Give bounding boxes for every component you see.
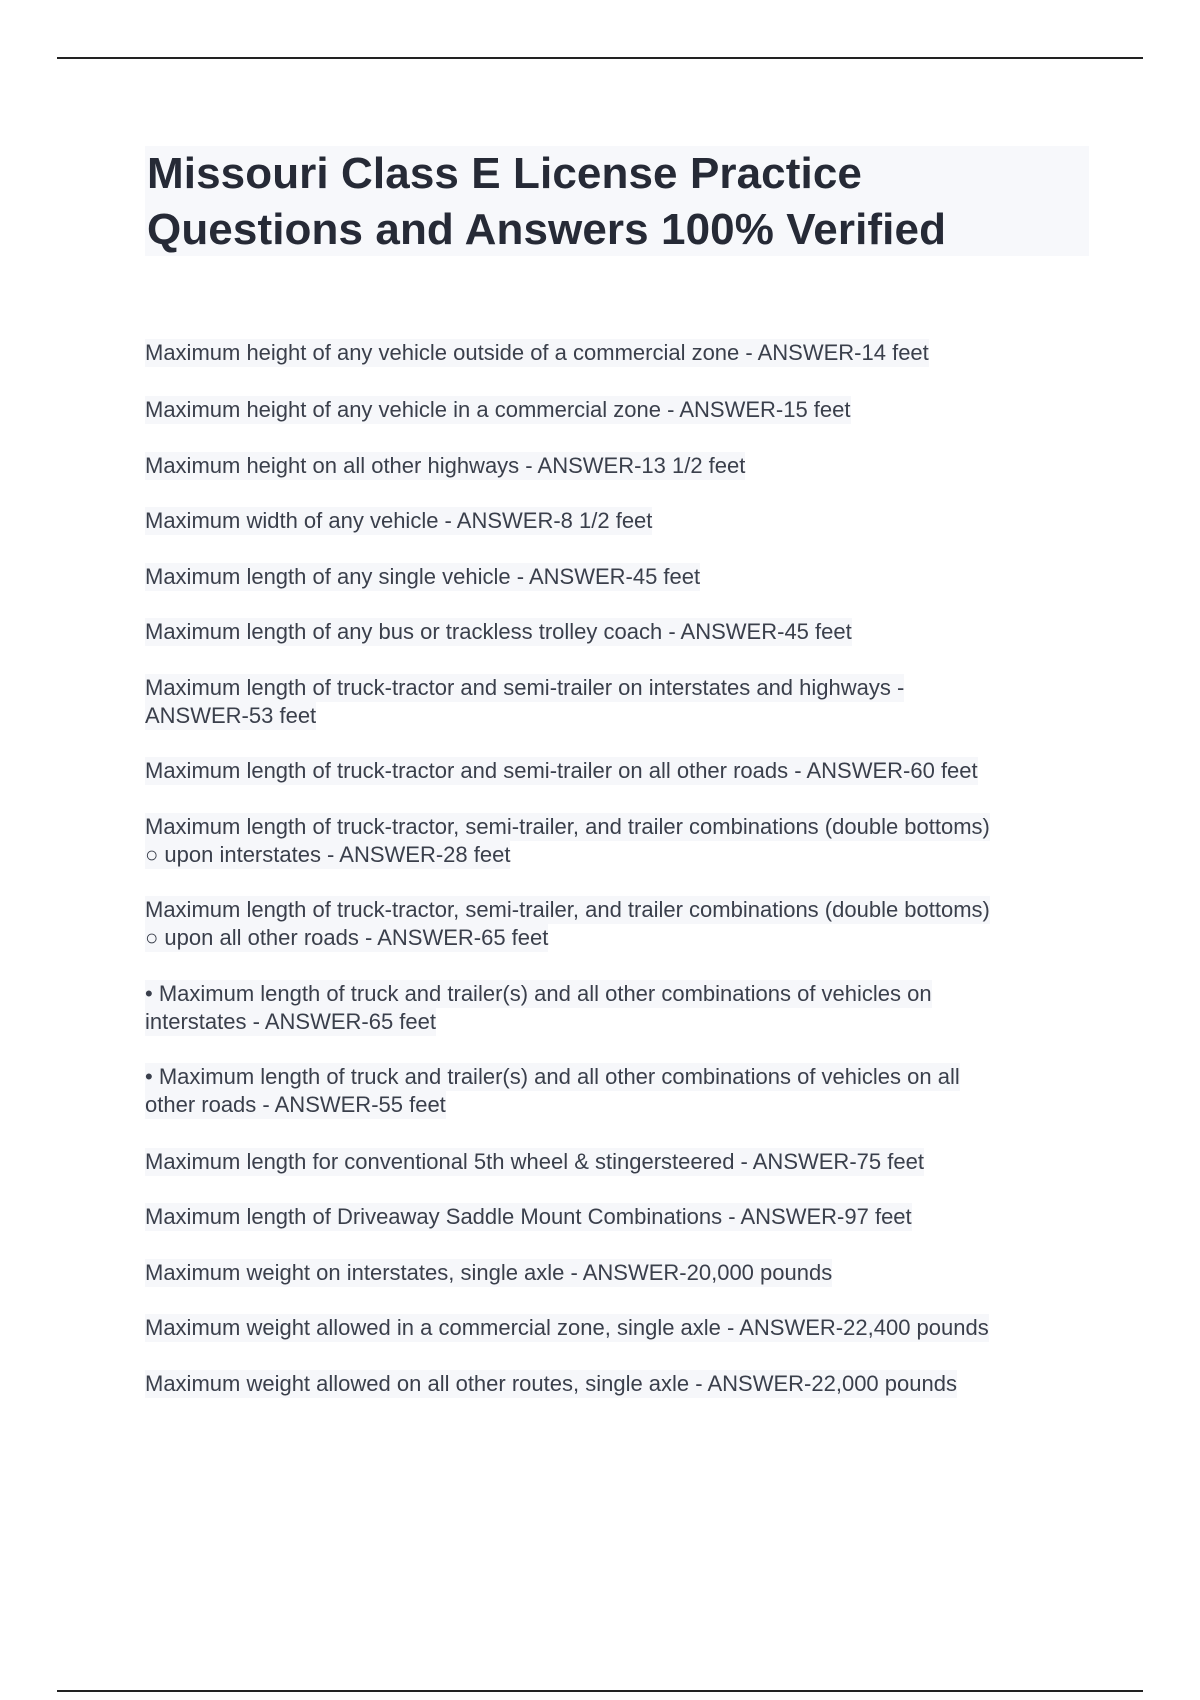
qa-item [145, 813, 1085, 869]
qa-line: interstates - ANSWER-65 feet [145, 1009, 436, 1034]
qa-item [145, 980, 1085, 1036]
qa-item [145, 339, 1085, 367]
qa-item [145, 896, 1085, 952]
qa-line: • Maximum length of truck and trailer(s) and all other combinations of vehicles on all [145, 1064, 960, 1089]
qa-item [145, 563, 1085, 591]
qa-item [145, 1063, 1085, 1119]
qa-line: Maximum height on all other highways - ANSWER-13 1/2 feet [145, 453, 746, 478]
qa-line: • Maximum length of truck and trailer(s) and all other combinations of vehicles on [145, 981, 932, 1006]
qa-line: Maximum width of any vehicle - ANSWER-8 1/2 feet [145, 508, 653, 533]
qa-line: Maximum length of truck-tractor, semi-trailer, and trailer combinations (double bottoms) [145, 897, 990, 922]
qa-line: Maximum length of truck-tractor and semi-trailer on interstates and highways - [145, 675, 905, 700]
qa-item [145, 1314, 1085, 1342]
qa-item [145, 1148, 1085, 1176]
qa-item [145, 757, 1085, 785]
qa-line: Maximum length of truck-tractor, semi-trailer, and trailer combinations (double bottoms) [145, 814, 990, 839]
qa-line: other roads - ANSWER-55 feet [145, 1092, 446, 1117]
qa-line: ANSWER-53 feet [145, 703, 317, 728]
document-title [145, 146, 1089, 256]
qa-line: Maximum weight on interstates, single axle - ANSWER-20,000 pounds [145, 1260, 833, 1285]
qa-line: Maximum weight allowed on all other routes, single axle - ANSWER-22,000 pounds [145, 1371, 957, 1396]
qa-item [145, 452, 1085, 480]
title-line-2: Questions and Answers 100% Verified [147, 205, 947, 254]
qa-line: Maximum height of any vehicle in a commercial zone - ANSWER-15 feet [145, 397, 851, 422]
qa-line: Maximum length for conventional 5th wheel & stingersteered - ANSWER-75 feet [145, 1149, 924, 1174]
top-rule [57, 57, 1143, 59]
qa-line: Maximum length of truck-tractor and semi-trailer on all other roads - ANSWER-60 feet [145, 758, 978, 783]
qa-line: Maximum height of any vehicle outside of a commercial zone - ANSWER-14 feet [145, 340, 929, 365]
qa-line: Maximum length of any bus or trackless trolley coach - ANSWER-45 feet [145, 619, 852, 644]
qa-line: Maximum length of any single vehicle - ANSWER-45 feet [145, 564, 701, 589]
qa-item [145, 507, 1085, 535]
title-line-1: Missouri Class E License Practice [147, 149, 862, 198]
bottom-rule [57, 1690, 1143, 1692]
qa-item [145, 618, 1085, 646]
qa-line: ○ upon all other roads - ANSWER-65 feet [145, 925, 549, 950]
qa-item [145, 1203, 1085, 1231]
qa-line: ○ upon interstates - ANSWER-28 feet [145, 842, 511, 867]
qa-line: Maximum length of Driveaway Saddle Mount Combinations - ANSWER-97 feet [145, 1204, 912, 1229]
qa-item [145, 396, 1085, 424]
qa-item [145, 1259, 1085, 1287]
qa-item [145, 674, 1085, 730]
qa-item [145, 1370, 1085, 1398]
qa-line: Maximum weight allowed in a commercial zone, single axle - ANSWER-22,400 pounds [145, 1315, 989, 1340]
